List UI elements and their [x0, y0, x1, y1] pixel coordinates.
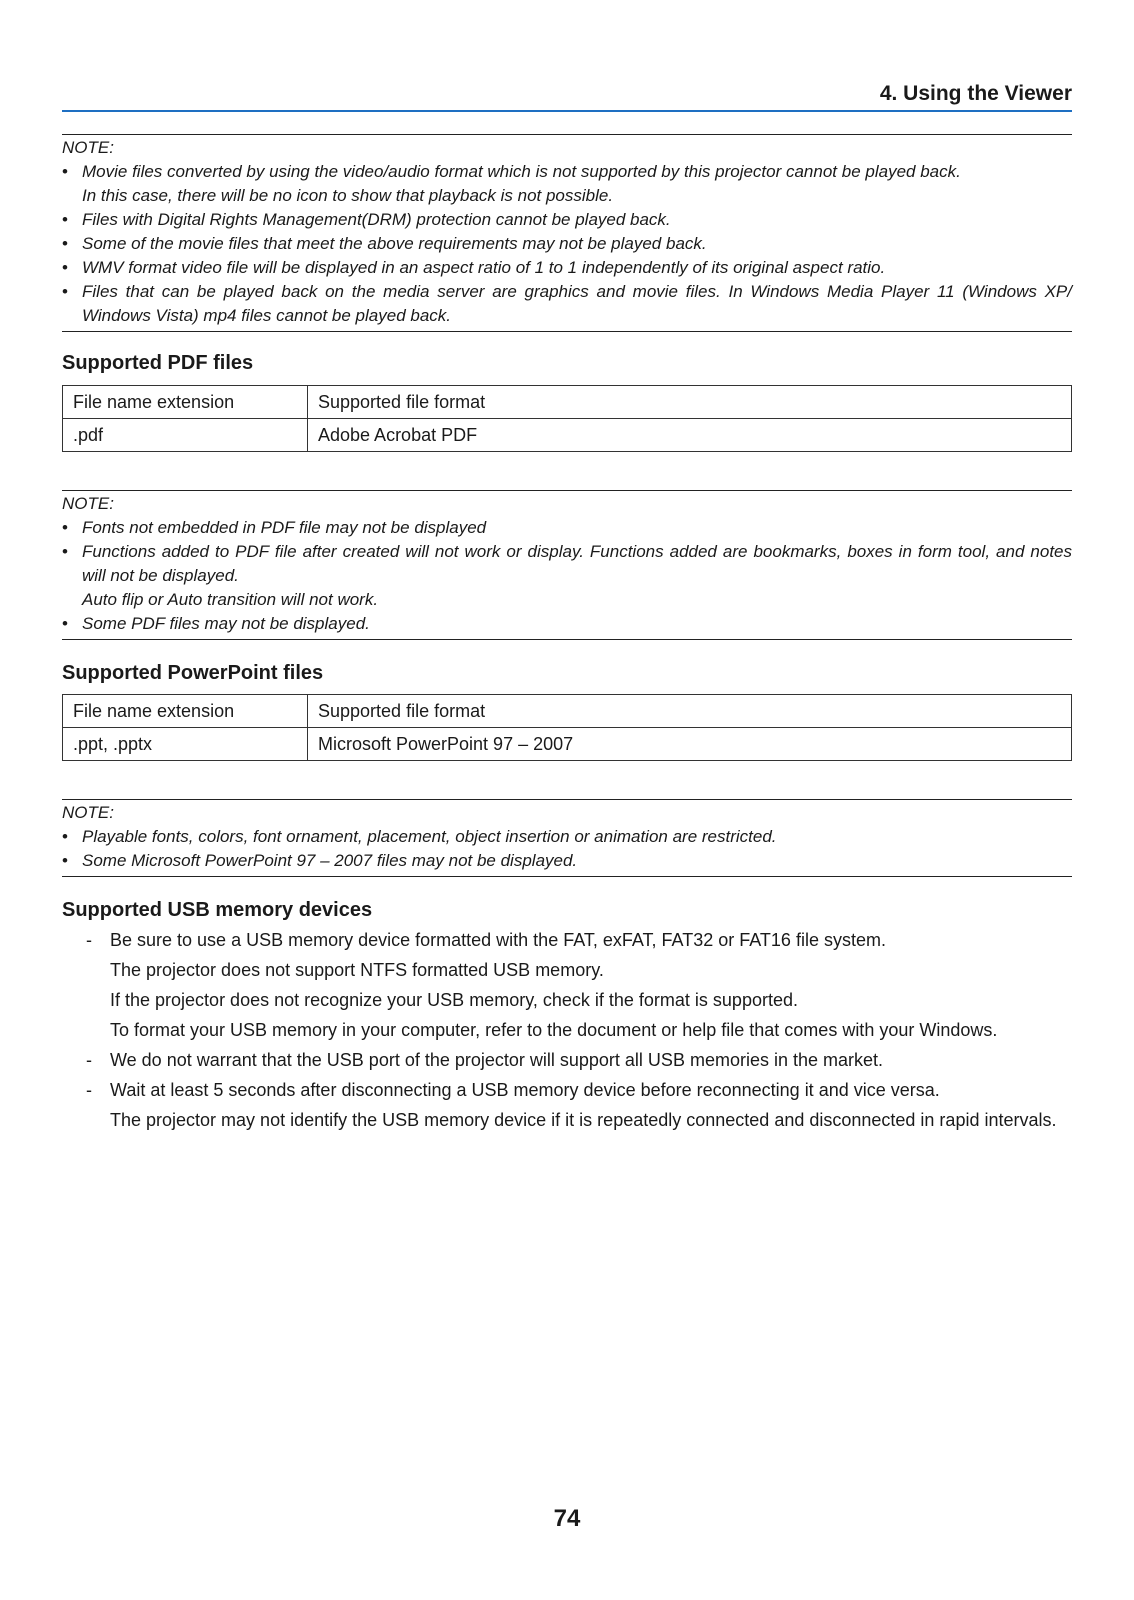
note-item-text: Some PDF files may not be displayed.: [82, 614, 370, 633]
section-title-usb: Supported USB memory devices: [62, 899, 373, 921]
table-header-cell: File name extension: [63, 386, 308, 419]
list-item: [62, 612, 1072, 636]
table-header-cell: File name extension: [63, 695, 308, 728]
note-list: [62, 160, 1072, 328]
list-item: [62, 256, 1072, 280]
note-item-text: Files with Digital Rights Management(DRM) protection cannot be played back.: [82, 210, 671, 229]
note-label: NOTE:: [62, 803, 114, 822]
usb-requirements-list: [62, 928, 1072, 1138]
list-item: [62, 208, 1072, 232]
table-cell: .ppt, .pptx: [63, 728, 308, 761]
note-item-text: Functions added to PDF file after created will not work or display. Functions added are bookmarks, boxes in form tool, and notes will not be displayed.: [82, 542, 1072, 585]
powerpoint-format-table: [62, 694, 1072, 761]
list-item: [62, 928, 1072, 1042]
usb-line: If the projector does not recognize your USB memory, check if the format is supported.: [110, 990, 798, 1010]
usb-line: Wait at least 5 seconds after disconnecting a USB memory device before reconnecting it and vice versa.: [110, 1080, 940, 1100]
table-cell: .pdf: [63, 419, 308, 452]
usb-line: To format your USB memory in your computer, refer to the document or help file that comes with your Windows.: [110, 1020, 998, 1040]
section-header-title: 4. Using the Viewer: [879, 82, 1072, 105]
note-item-text: Files that can be played back on the media server are graphics and movie files. In Windows Media Player 11 (Windows XP/ Windows Vista) mp4 files cannot be played back.: [82, 282, 1072, 325]
note-list: [62, 516, 1072, 636]
usb-line: The projector may not identify the USB memory device if it is repeatedly connected and disconnected in rapid intervals.: [110, 1110, 1057, 1130]
header-rule: [62, 110, 1072, 112]
note-item-text: Playable fonts, colors, font ornament, placement, object insertion or animation are restricted.: [82, 827, 777, 846]
table-header-row: [63, 386, 1072, 419]
note-item-text: Fonts not embedded in PDF file may not be displayed: [82, 518, 487, 537]
dash-bullet: -: [86, 1050, 92, 1070]
list-item: [62, 825, 1072, 849]
note-item-text: Some of the movie files that meet the above requirements may not be played back.: [82, 234, 707, 253]
page-number: 74: [553, 1505, 581, 1532]
usb-line: We do not warrant that the USB port of the projector will support all USB memories in the market.: [110, 1050, 884, 1070]
note-list: [62, 825, 1072, 873]
table-header-cell: Supported file format: [308, 386, 1072, 419]
table-cell: Microsoft PowerPoint 97 – 2007: [308, 728, 1072, 761]
table-header-row: [63, 695, 1072, 728]
list-item: [62, 1048, 1072, 1072]
note-block-movie: [62, 134, 1072, 332]
section-title-powerpoint: Supported PowerPoint files: [62, 662, 324, 684]
table-row: [63, 419, 1072, 452]
list-item: [62, 1078, 1072, 1132]
note-item-text: Some Microsoft PowerPoint 97 – 2007 files may not be displayed.: [82, 851, 578, 870]
table-header-cell: Supported file format: [308, 695, 1072, 728]
list-item: [62, 280, 1072, 328]
usb-items: [62, 928, 1072, 1132]
note-block-powerpoint: [62, 799, 1072, 877]
usb-line: Be sure to use a USB memory device formatted with the FAT, exFAT, FAT32 or FAT16 file system.: [110, 930, 886, 950]
dash-bullet: -: [86, 930, 92, 950]
table-row: [63, 728, 1072, 761]
list-item: [62, 160, 1072, 208]
pdf-format-table: [62, 385, 1072, 452]
list-item: [62, 232, 1072, 256]
note-item-continuation: Auto flip or Auto transition will not work.: [82, 590, 379, 609]
note-label: NOTE:: [62, 494, 114, 513]
table-cell: Adobe Acrobat PDF: [308, 419, 1072, 452]
note-label: NOTE:: [62, 138, 114, 157]
list-item: [62, 516, 1072, 540]
note-item-text: Movie files converted by using the video/audio format which is not supported by this projector cannot be played back.: [82, 162, 961, 181]
section-title-pdf: Supported PDF files: [62, 352, 254, 374]
list-item: [62, 540, 1072, 612]
note-item-text: WMV format video file will be displayed in an aspect ratio of 1 to 1 independently of its original aspect ratio.: [82, 258, 886, 277]
list-item: [62, 849, 1072, 873]
note-block-pdf: [62, 490, 1072, 640]
note-item-continuation: In this case, there will be no icon to show that playback is not possible.: [82, 186, 614, 205]
usb-line: The projector does not support NTFS formatted USB memory.: [110, 960, 604, 980]
dash-bullet: -: [86, 1080, 92, 1100]
